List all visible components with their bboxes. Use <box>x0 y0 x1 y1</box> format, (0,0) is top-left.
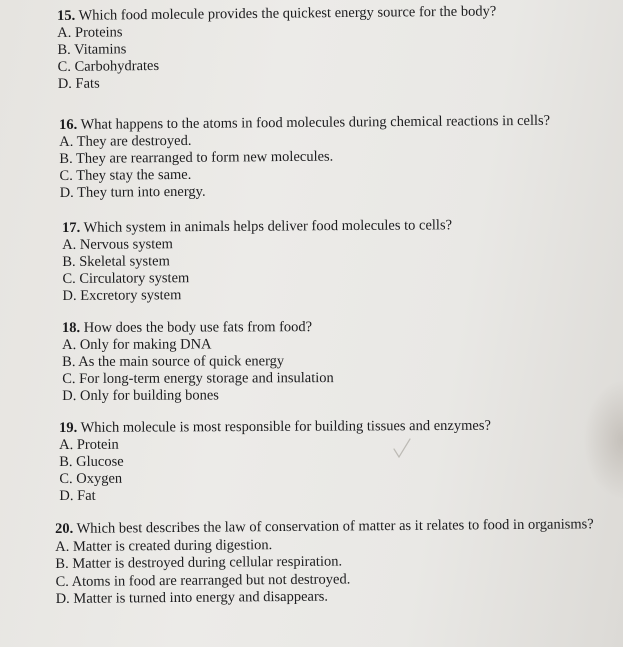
question-text: Which best describes the law of conservation of matter as it relates to food in organisms? <box>76 516 594 537</box>
option-a: A. Only for making DNA <box>62 336 212 353</box>
option-a: A. Protein <box>59 436 119 453</box>
pencil-checkmark-icon <box>392 437 412 459</box>
option-c: C. They stay the same. <box>59 166 192 184</box>
question-text: What happens to the atoms in food molecules during chemical reactions in cells? <box>80 112 551 133</box>
question-19-prompt <box>59 418 491 437</box>
question-number: 16. <box>59 116 78 133</box>
question-number: 19. <box>59 419 78 436</box>
question-number: 17. <box>62 219 81 236</box>
question-15 <box>57 3 497 93</box>
question-18 <box>62 319 334 405</box>
question-number: 20. <box>55 520 74 537</box>
question-text: How does the body use fats from food? <box>83 319 313 336</box>
question-20 <box>55 516 594 608</box>
option-a: A. They are destroyed. <box>59 132 192 150</box>
question-16 <box>59 113 551 202</box>
option-b: B. As the main source of quick energy <box>62 353 285 370</box>
option-a: A. Proteins <box>57 24 123 41</box>
option-b: B. They are rearranged to form new molecules. <box>59 148 334 167</box>
question-text: Which system in animals helps deliver food molecules to cells? <box>83 217 453 236</box>
option-c: C. Atoms in food are rearranged but not destroyed. <box>55 570 351 590</box>
option-a: A. Matter is created during digestion. <box>55 536 273 555</box>
question-number: 15. <box>57 7 76 24</box>
option-d: D. Fat <box>59 487 96 504</box>
option-b: B. Matter is destroyed during cellular respiration. <box>55 553 343 572</box>
option-d: D. Excretory system <box>62 287 182 304</box>
question-number: 18. <box>62 319 81 336</box>
option-c: C. Circulatory system <box>62 270 190 287</box>
option-d: D. Only for building bones <box>62 387 219 404</box>
option-b: B. Vitamins <box>57 41 127 58</box>
page-shadow <box>583 380 623 500</box>
question-text: Which food molecule provides the quickest energy source for the body? <box>78 3 497 24</box>
option-a: A. Nervous system <box>62 236 173 253</box>
question-17 <box>62 217 453 305</box>
option-b: B. Skeletal system <box>62 253 170 270</box>
option-c: C. Oxygen <box>59 470 123 487</box>
question-19 <box>59 418 491 505</box>
option-d: D. They turn into energy. <box>59 183 206 201</box>
question-text: Which molecule is most responsible for building tissues and enzymes? <box>80 417 491 436</box>
option-c: C. Carbohydrates <box>57 57 160 75</box>
option-c: C. For long-term energy storage and insulation <box>62 370 334 387</box>
option-d: D. Fats <box>57 75 100 92</box>
option-b: B. Glucose <box>59 453 124 470</box>
question-17-prompt <box>62 217 452 237</box>
option-d: D. Matter is turned into energy and disappears. <box>55 588 329 607</box>
question-18-prompt <box>62 319 334 337</box>
